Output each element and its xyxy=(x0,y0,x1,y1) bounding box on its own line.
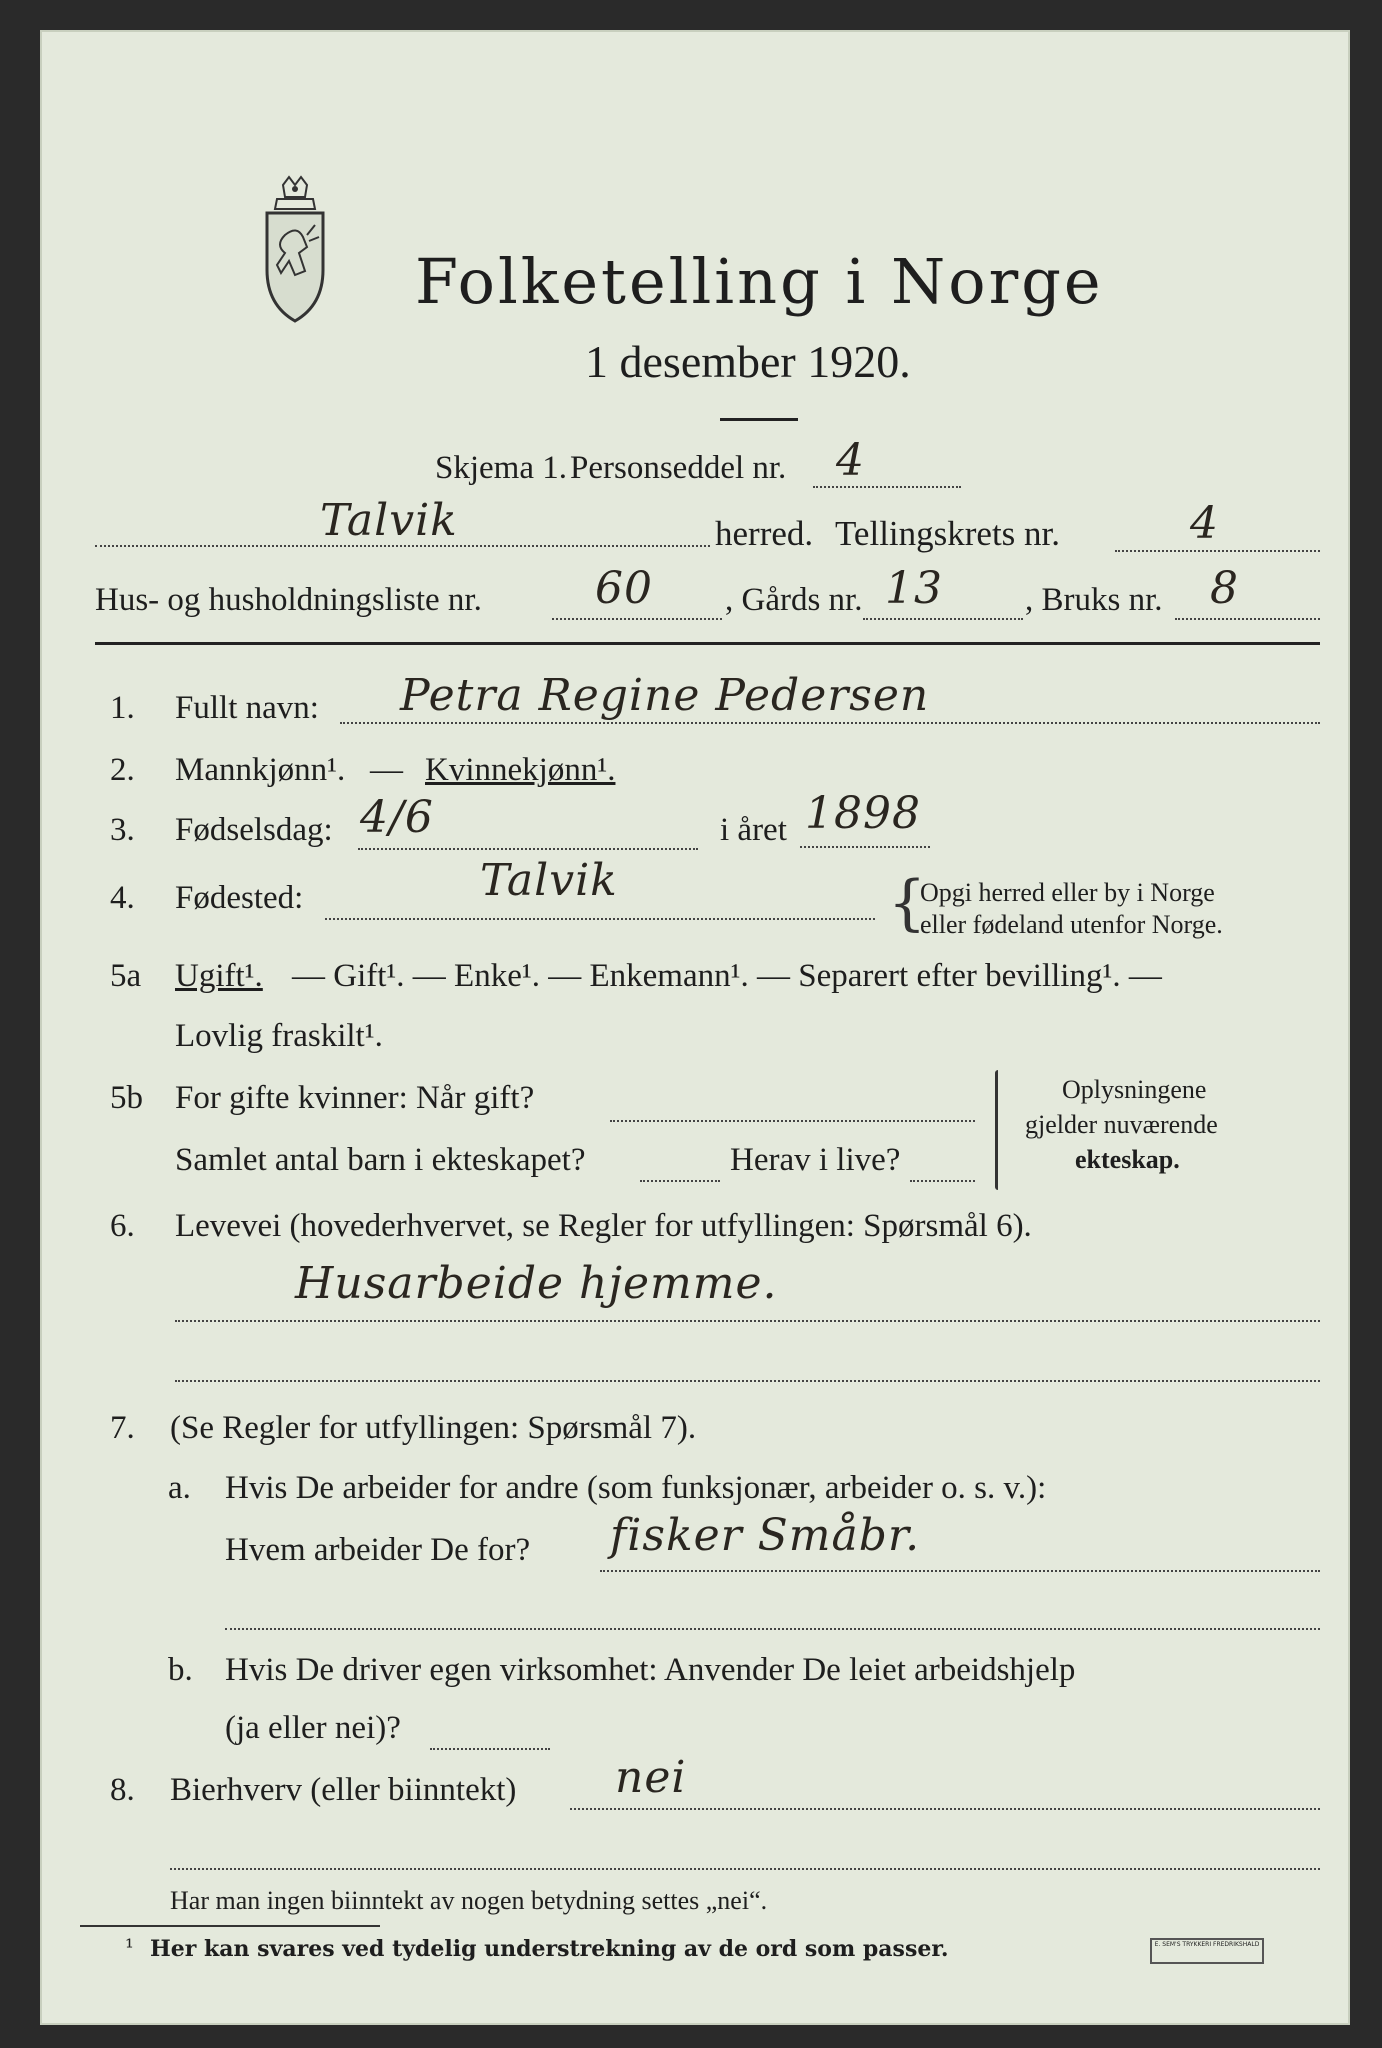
q7b-line xyxy=(430,1748,550,1750)
q7-label: (Se Regler for utfyllingen: Spørsmål 7). xyxy=(170,1410,697,1446)
q5b-label1: For gifte kvinner: Når gift? xyxy=(175,1080,535,1116)
q4-label: Fødested: xyxy=(175,880,304,916)
bruks-value: 8 xyxy=(1210,563,1239,614)
q6-label: Levevei (hovederhvervet, se Regler for utfyllingen: Spørsmål 6). xyxy=(175,1208,1032,1244)
q6-number: 6. xyxy=(110,1208,135,1244)
title-divider xyxy=(720,418,798,421)
q7b-number: b. xyxy=(168,1652,193,1688)
printer-stamp: E. SEM'S TRYKKERI FREDRIKSHALD xyxy=(1150,1938,1264,1964)
q5b-note3: ekteskap. xyxy=(1075,1145,1180,1174)
hus-label: Hus- og husholdningsliste nr. xyxy=(95,582,482,618)
q6-line1 xyxy=(175,1320,1320,1322)
q3-birth-date: 4/6 xyxy=(360,792,434,843)
q5b-bracket xyxy=(995,1070,1001,1190)
q1-number: 1. xyxy=(110,690,135,726)
q8-side-income: nei xyxy=(615,1752,687,1803)
q3-birth-year: 1898 xyxy=(805,788,921,839)
footnote-rule xyxy=(80,1925,380,1927)
q7a-line2 xyxy=(225,1628,1320,1630)
q4-number: 4. xyxy=(110,880,135,916)
header-separator xyxy=(95,642,1320,645)
bruks-label: , Bruks nr. xyxy=(1025,582,1163,618)
herred-line xyxy=(95,545,710,547)
q7a-label: Hvis De arbeider for andre (som funksjonær, arbeider o. s. v.): xyxy=(225,1470,1047,1506)
q2-kvinne: Kvinnekjønn¹. xyxy=(425,752,616,788)
personseddel-value: 4 xyxy=(836,435,865,486)
census-form xyxy=(40,30,1350,2025)
q7a-label2: Hvem arbeider De for? xyxy=(225,1532,531,1568)
personseddel-line xyxy=(813,486,961,488)
q5a-line2: Lovlig fraskilt¹. xyxy=(175,1018,383,1054)
personseddel-label: Personseddel nr. xyxy=(570,450,787,486)
gards-line xyxy=(863,618,1023,620)
herred-value: Talvik xyxy=(320,495,458,546)
q4-note-line1: Opgi herred eller by i Norge xyxy=(920,878,1215,907)
q2-mann: Mannkjønn¹. xyxy=(175,752,346,788)
q5b-note1: Oplysningene xyxy=(1062,1075,1207,1104)
q7a-employer: fisker Småbr. xyxy=(610,1510,921,1561)
gards-value: 13 xyxy=(885,563,943,614)
q3-number: 3. xyxy=(110,812,135,848)
tellingskrets-value: 4 xyxy=(1190,498,1219,549)
q8-line1 xyxy=(570,1808,1320,1810)
tellingskrets-line xyxy=(1115,550,1320,552)
q5b-married-line xyxy=(610,1120,975,1122)
q5a-options: — Gift¹. — Enke¹. — Enkemann¹. — Separert efter bevilling¹. — xyxy=(292,958,1162,994)
q5a-ugift: Ugift¹. xyxy=(175,958,263,994)
skjema-label: Skjema 1. xyxy=(435,450,567,486)
q6-occupation: Husarbeide hjemme. xyxy=(295,1258,778,1309)
q5b-alive-line xyxy=(910,1180,975,1182)
footnote-text: Her kan svares ved tydelig understrekning av de ord som passer. xyxy=(150,1936,949,1962)
q3-year-label: i året xyxy=(720,812,787,848)
q8-label: Bierhverv (eller biinntekt) xyxy=(170,1772,517,1808)
q7b-label: Hvis De driver egen virksomhet: Anvender De leiet arbeidshjelp xyxy=(225,1652,1076,1688)
q5b-label3: Herav i live? xyxy=(730,1142,901,1178)
tellingskrets-label: Tellingskrets nr. xyxy=(835,514,1061,553)
hus-value: 60 xyxy=(595,563,653,614)
q4-birthplace: Talvik xyxy=(480,855,618,906)
q8-number: 8. xyxy=(110,1772,135,1808)
q4-brace: { xyxy=(888,868,927,938)
coat-of-arms-icon xyxy=(245,175,345,325)
q2-number: 2. xyxy=(110,752,135,788)
footnote-mark: ¹ xyxy=(125,1936,134,1961)
q5b-number: 5b xyxy=(110,1080,143,1116)
gards-label: , Gårds nr. xyxy=(725,582,863,618)
q7b-label2: (ja eller nei)? xyxy=(225,1710,401,1746)
q7a-line1 xyxy=(600,1570,1320,1572)
q4-line xyxy=(325,918,875,920)
footer-note: Har man ingen biinntekt av nogen betydning settes „nei“. xyxy=(170,1886,768,1915)
q8-line2 xyxy=(170,1868,1320,1870)
q4-note-line2: eller fødeland utenfor Norge. xyxy=(920,910,1223,939)
q1-line xyxy=(340,722,1320,724)
q3-label: Fødselsdag: xyxy=(175,812,333,848)
q5a-number: 5a xyxy=(110,958,142,994)
census-date: 1 desember 1920. xyxy=(585,336,911,387)
q7-number: 7. xyxy=(110,1410,135,1446)
q7a-number: a. xyxy=(168,1470,191,1506)
q3-year-line xyxy=(800,846,930,848)
herred-label: herred. xyxy=(715,514,814,553)
q3-line xyxy=(358,848,698,850)
q1-label: Fullt navn: xyxy=(175,690,319,726)
q1-full-name: Petra Regine Pedersen xyxy=(400,670,930,721)
hus-line xyxy=(552,618,722,620)
q5b-label2: Samlet antal barn i ekteskapet? xyxy=(175,1142,586,1178)
form-title: Folketelling i Norge xyxy=(415,245,1104,318)
q5b-children-line xyxy=(640,1180,720,1182)
q5b-note2: gjelder nuværende xyxy=(1025,1110,1218,1139)
bruks-line xyxy=(1175,618,1320,620)
q2-dash: — xyxy=(370,752,403,788)
q6-line2 xyxy=(175,1380,1320,1382)
